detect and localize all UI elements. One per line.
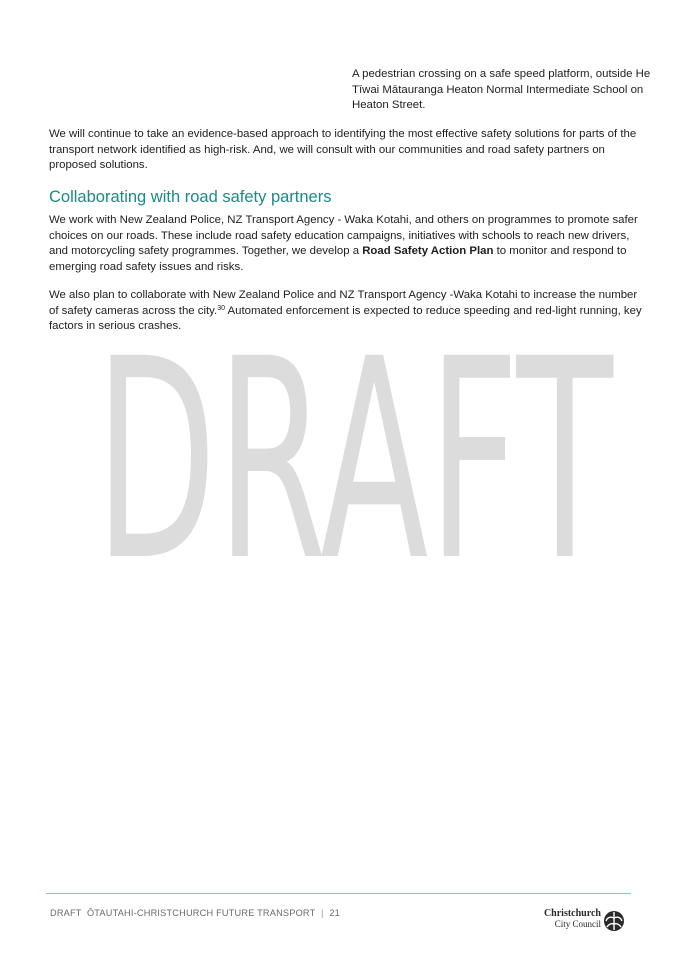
christchurch-city-council-logo [543,909,625,933]
body-paragraph-evidence [49,127,649,174]
paragraph-text: We will continue to take an evidence-based approach to identifying the most effective safety solutions for parts of the transport network identified as high-risk. And, we will consult with our communities and road safety partners on proposed solutions. [49,128,637,171]
draft-watermark-text: DRAFT [95,352,615,562]
footer-title: DRAFT ŌTAUTAHI-CHRISTCHURCH FUTURE TRANSPORT [50,908,316,918]
page-number: 21 [329,908,340,918]
footer-separator: | [321,908,324,918]
logo-line-1: Christchurch [543,908,601,919]
footer-label [50,908,340,918]
footnote-ref[interactable]: 30 [217,304,225,312]
logo-line-2: City Council [554,919,601,929]
road-safety-action-plan-bold: Road Safety Action Plan [362,245,494,257]
paragraph-text-continued: Automated enforcement is expected to reduce speeding and red-light running, key factors in serious crashes. [49,304,642,332]
body-paragraph-partners [49,213,649,275]
paragraph-text-continued: to monitor and respond to emerging road safety issues and risks. [49,245,627,273]
logo-wordmark [543,909,601,929]
body-paragraph-cameras [49,288,649,335]
section-heading: Collaborating with road safety partners [49,188,332,206]
draft-watermark [95,352,615,562]
paragraph-text: We also plan to collaborate with New Zealand Police and NZ Transport Agency -Waka Kotahi to increase the number of safety cameras across the city. [49,289,638,317]
photo-caption: A pedestrian crossing on a safe speed platform, outside He Tīwai Mātauranga Heaton Normal Intermediate School on Heaton Street. [352,68,651,111]
christchurch-council-emblem-icon [603,910,625,932]
footer-rule [46,893,631,894]
paragraph-text: We work with New Zealand Police, NZ Transport Agency - Waka Kotahi, and others on programmes to promote safer choices on our roads. These include road safety education campaigns, initiatives with schools to reach new drivers, and motorcycling safety programmes. Together, we develop a [49,214,638,257]
